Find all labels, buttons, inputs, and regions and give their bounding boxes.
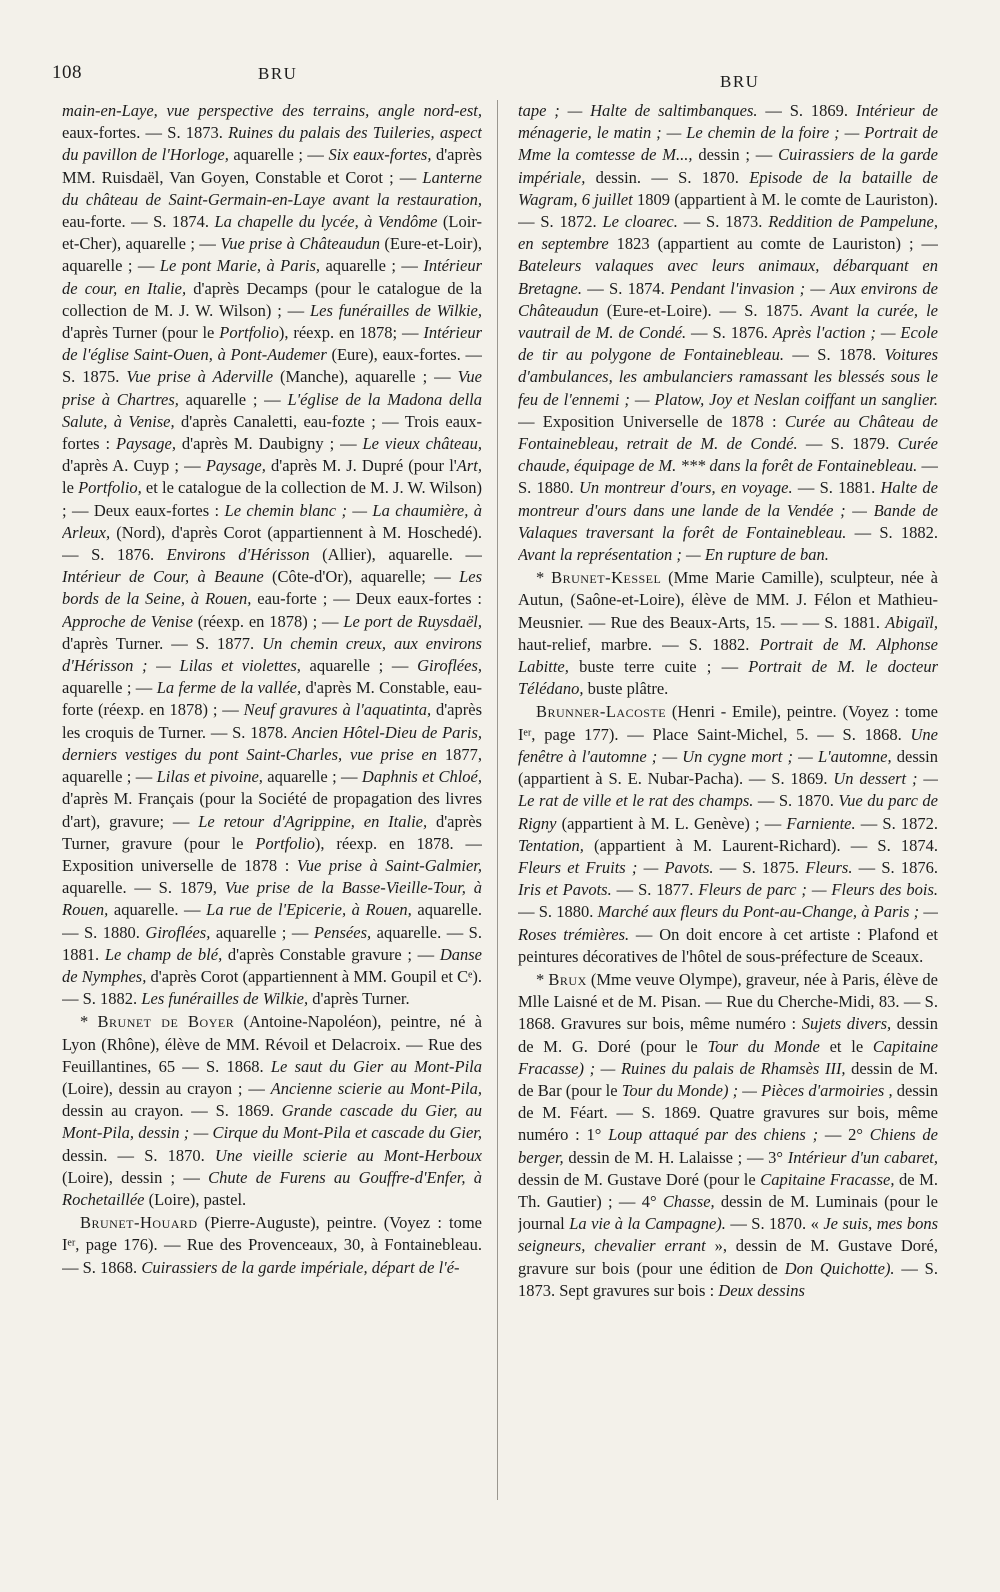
text-run: * — [536, 969, 549, 989]
text-run: d'après M. Constable, eau-forte (réexp. en 1878) ; — — [62, 678, 482, 720]
italic-text: Approche de Venise — [62, 611, 193, 631]
italic-text: La rue de l'Epicerie, à Rouen, — [206, 900, 412, 920]
text-run: aquarelle ; — — [62, 678, 157, 698]
italic-text: Intérieur de ménagerie, le matin ; — Le chemin de la foire ; — Portrait de Mme la comtesse de M..., — [518, 101, 938, 165]
italic-text: Giroflées, — [145, 922, 211, 942]
italic-text: Cuirassiers de la garde impériale, — [518, 145, 938, 187]
text-run: (Henri - Emile), peintre. (Voyez : tome Iᵉʳ, page 177). — Place Saint-Michel, 5. — S. 1868. — [518, 702, 938, 744]
italic-text: Une vieille scierie au Mont-Herboux — [214, 1145, 482, 1165]
text-run: — S. 1873. — [677, 212, 769, 232]
text-run: dessin au crayon. — S. 1869. — [62, 1101, 282, 1121]
text-run: aquarelle ; — — [262, 767, 362, 787]
text-run: dessin de M. Luminais (pour le journal — [518, 1191, 938, 1234]
italic-text: Le cloarec. — [602, 212, 678, 232]
entry-name: Brunet-Kessel — [551, 568, 662, 588]
italic-text: Portrait de M. le docteur Télédano, — [518, 657, 938, 699]
running-head-right: BRU — [720, 72, 760, 91]
italic-text: Abigaïl, — [885, 612, 938, 632]
text-run: — S. 1876. — [686, 323, 773, 343]
paragraph — [62, 1011, 482, 1211]
italic-text: Vue prise à Châteaudun — [220, 234, 380, 254]
italic-text: Curée chaude, équipage de M. *** dans la forêt de Fontainebleau. — [518, 434, 938, 476]
italic-text: Chute de Furens au Gouffre-d'Enfer, à Rochetaillée — [62, 1167, 482, 1209]
page-number: 108 — [52, 62, 82, 83]
italic-text: Je suis, mes bons seigneurs, chevalier errant — [518, 1214, 938, 1256]
italic-text: Vue prise à Saint-Galmier, — [296, 855, 482, 875]
italic-text: Le port de Ruysdaël, — [343, 611, 482, 631]
text-run: * — [536, 568, 552, 588]
italic-text: Un chemin creux, aux environs d'Hérisson ; — Lilas et violettes, — [62, 633, 482, 676]
text-run: (Antoine-Napoléon), peintre, né à Lyon (Rhône), élève de MM. Révoil et Delacroix. — Rue des Feuillantines, 65 — S. 1868. — [62, 1012, 482, 1076]
italic-text: Après l'action ; — Ecole de tir au polygone de Fontainebleau. — [518, 323, 938, 365]
italic-text: Grande cascade du Gier, au Mont-Pila, dessin ; — Cirque du Mont-Pila et cascade du Gier, — [62, 1101, 482, 1143]
italic-text: Bateleurs valaques avec leurs animaux, débarquant en Bretagne. — [518, 256, 938, 298]
italic-text: Fleurs et Fruits ; — Pavots. — [518, 857, 714, 877]
italic-text: Le pont Marie, à Paris, — [159, 256, 321, 276]
text-run: dessin (appartient à S. E. Nubar-Pacha). — S. 1869. — [518, 746, 938, 789]
text-run: buste terre cuite ; — — [568, 657, 749, 677]
italic-text: Portfolio — [219, 323, 279, 343]
text-run: (Eure), eaux-fortes. — S. 1875. — [62, 345, 482, 387]
italic-text: Halte de montreur d'ours dans une lande de la Vendée ; — Bande de Valaques traversant la forêt de Fontainebleau. — [518, 478, 938, 542]
italic-text: Un dessert ; — Le rat de ville et le rat des champs. — [518, 769, 938, 811]
text-run: eau-forte ; — Deux eaux-fortes : — [251, 589, 482, 609]
italic-text: Curée au Château de Fontainebleau, retrait de M. de Condé. — [518, 411, 938, 454]
italic-text: Paysage, — [115, 434, 177, 454]
italic-text: L'église de la Madona della Salute, à Venise, — [62, 389, 482, 431]
text-run: — S. 1872. — [855, 813, 938, 833]
italic-text: Don Quichotte). — [784, 1258, 895, 1278]
text-run: dessin de M. Gustave Doré (pour le — [518, 1169, 761, 1189]
italic-text: Une fenêtre à l'automne ; — Un cygne mort ; — L'automne, — [518, 724, 938, 766]
italic-text: Iris et Pavots. — [518, 880, 612, 900]
column-divider — [497, 100, 498, 1500]
text-run: — S. 1874. — [582, 278, 671, 298]
italic-text: Reddition de Pampelune, en septembre — [518, 212, 938, 254]
text-run: ), réexp. en 1878; — — [278, 323, 424, 343]
text-run: dessin. — S. 1870. — [585, 167, 750, 187]
right-column — [518, 100, 938, 1520]
text-run: aquarelle ; — — [300, 656, 418, 676]
italic-text: Le saut du Gier au Mont-Pila — [270, 1056, 482, 1076]
text-run: — S. 1873. Sept gravures sur bois : — [518, 1258, 938, 1300]
italic-text: Fleurs. — [805, 857, 853, 877]
text-run: 1877, aquarelle ; — — [62, 744, 482, 787]
italic-text: Marché aux fleurs du Pont-au-Change, à Paris ; — Roses trémières. — [518, 902, 938, 944]
text-run: — S. 1869. — [757, 101, 856, 120]
text-run: (Eure-et-Loire). — S. 1875. — [598, 300, 811, 320]
text-run: — 2° — [818, 1125, 870, 1145]
italic-text: Avant la représentation ; — En rupture de ban. — [518, 545, 829, 565]
text-run: — S. 1880. — [518, 902, 598, 922]
italic-text: La chapelle du lycée, à Vendôme — [214, 212, 438, 232]
italic-text: Farniente. — [786, 813, 856, 833]
entry-name: Brunet de Boyer — [97, 1012, 235, 1032]
paragraph — [518, 100, 938, 566]
italic-text: Vue prise à Aderville — [126, 367, 274, 387]
italic-text: La ferme de la vallée, — [156, 678, 302, 698]
italic-text: Voitures d'ambulances, les ambulanciers ramassant les blessés sous le feu de l'ennemi ; — Platow, Joy et Neslan coiffant un sanglier. — [518, 345, 938, 409]
text-run: d'après Constable gravure ; — — [222, 944, 440, 964]
text-run: d'après les croquis de Turner. — S. 1878. — [62, 700, 482, 742]
text-run: d'après Turner, gravure (pour le — [62, 811, 482, 853]
text-run: aquarelle. — — [108, 900, 207, 920]
italic-text: Chasse, — [662, 1191, 715, 1211]
text-run: aquarelle ; — — [178, 389, 288, 409]
italic-text: Ancien Hôtel-Dieu de Paris, derniers vestiges du pont Saint-Charles, vue prise en — [62, 722, 482, 764]
left-column — [62, 100, 482, 1520]
paragraph — [518, 969, 938, 1302]
text-run: d'après Turner. — [308, 989, 410, 1009]
italic-text: Giroflées, — [417, 656, 482, 676]
paragraph — [518, 567, 938, 700]
text-run: (Mme veuve Olympe), graveur, née à Paris, élève de Mlle Laisné et de M. Pisan. — Rue du Cherche-Midi, 83. — S. 1868. Gravures sur bois, même numéro : — [518, 969, 938, 1034]
text-run: (appartient à M. Laurent-Richard). — S. 1874. — [583, 835, 938, 855]
entry-name: Brunet-Houard — [80, 1213, 198, 1233]
text-run: — S. 1870. — [753, 791, 839, 811]
text-run: eau-forte. — S. 1874. — [62, 212, 215, 232]
text-run: d'après A. Cuyp ; — — [62, 456, 206, 476]
text-run: d'après M. J. Dupré (pour l' — [265, 456, 457, 476]
italic-text: Pendant l'invasion ; — Aux environs de Châteaudun — [518, 278, 938, 320]
italic-text: Lanterne du château de Saint-Germain-en-Laye avant la restauration, — [62, 167, 482, 209]
italic-text: Danse de Nymphes, — [62, 944, 482, 986]
text-run: dessin de M. de Bar (pour le — [518, 1058, 938, 1100]
text-run: — S. 1878. — [784, 345, 885, 365]
italic-text: Cuirassiers de la garde impériale, départ de l'é- — [141, 1257, 460, 1277]
italic-text: Avant la curée, le vautrail de M. de Condé. — [518, 300, 938, 343]
text-run: et le — [819, 1036, 873, 1056]
text-run: (Loire), pastel. — [144, 1189, 247, 1209]
italic-text: tape ; — Halte de saltimbanques. — [518, 101, 758, 120]
italic-text: Les bords de la Seine, à Rouen, — [62, 567, 482, 609]
italic-text: Portfolio — [255, 833, 315, 853]
italic-text: Chiens de berger, — [518, 1125, 938, 1167]
italic-text: Daphnis et Chloé, — [361, 767, 482, 787]
text-run: (Loir-et-Cher), aquarelle ; — — [62, 212, 482, 254]
italic-text: Deux dessins — [718, 1280, 805, 1300]
text-run: aquarelle. — S. 1879, — [62, 878, 225, 898]
text-run: (Manche), aquarelle ; — — [273, 367, 458, 387]
text-run: d'après M. Français (pour la Société de propagation des livres d'art), gravure; — — [62, 789, 482, 831]
text-run: — S. 1880. — [518, 456, 938, 498]
text-run: d'après Turner (pour le — [62, 323, 220, 343]
italic-text: Loup attaqué par des chiens ; — [608, 1125, 819, 1145]
italic-text: Le champ de blé, — [104, 944, 223, 964]
text-run: 1823 (appartient au comte de Lauriston) ; — — [608, 234, 938, 254]
text-run: d'après Corot (appartiennent à MM. Goupil et Cᵉ). — S. 1882. — [62, 966, 482, 1009]
text-run: — S. 1877. — [611, 880, 699, 900]
text-run: aquarelle. — S. 1881. — [62, 922, 482, 964]
italic-text: Six eaux-fortes, — [328, 145, 432, 165]
italic-text: Capitaine Fracasse, — [760, 1169, 895, 1189]
italic-text: Vue prise de la Basse-Vieille-Tour, à Rouen, — [62, 878, 482, 920]
text-run: — S. 1882. — [846, 522, 938, 542]
text-run: de M. Th. Gautier) ; — 4° — [518, 1169, 938, 1211]
text-run: (Loire), dessin au crayon ; — — [62, 1078, 271, 1098]
text-run: aquarelle ; — — [210, 922, 314, 942]
text-run: * — [80, 1012, 98, 1032]
italic-text: Fleurs de parc ; — Fleurs des bois. — [698, 880, 938, 900]
text-run: — S. 1870. « — [725, 1214, 824, 1234]
entry-name: Brunner-Lacoste — [536, 702, 667, 722]
italic-text: Tour du Monde) ; — Pièces d'armoiries , — [621, 1080, 893, 1100]
text-run: — S. 1881. — [792, 478, 881, 498]
text-run: aquarelle ; — — [228, 145, 329, 165]
italic-text: Vue prise à Chartres, — [62, 367, 482, 409]
text-run: — S. 1875. — [713, 857, 806, 877]
text-run: (réexp. en 1878) ; — — [192, 611, 344, 631]
text-run: (Mme Marie Camille), sculpteur, née à Autun, (Saône-et-Loire), élève de MM. J. Félon et Mathieu-Meusnier. — Rue des Beaux-Arts, 15. — — S. 1881. — [518, 568, 938, 632]
running-head-left: BRU — [258, 64, 298, 83]
text-run: (Pierre-Auguste), peintre. (Voyez : tome Iᵉʳ, page 176). — Rue des Provenceaux, 30, à Fontainebleau. — S. 1868. — [62, 1213, 482, 1277]
text-run: — S. 1876. — [852, 857, 938, 877]
text-run: — Exposition Universelle de 1878 : — [518, 411, 785, 431]
italic-text: Le retour d'Agrippine, en Italie, — [198, 811, 428, 831]
italic-text: Intérieur de l'église Saint-Ouen, à Pont-Audemer — [62, 323, 482, 365]
italic-text: Tentation, — [518, 835, 584, 855]
text-run: (Eure-et-Loir), aquarelle ; — — [62, 234, 482, 276]
text-run: eaux-fortes. — S. 1873. — [62, 123, 229, 143]
italic-text: Paysage, — [205, 456, 266, 476]
text-run: haut-relief, marbre. — S. 1882. — [518, 634, 760, 654]
text-run: ), réexp. en 1878. — Exposition universelle de 1878 : — [62, 833, 482, 875]
italic-text: Les funérailles de Wilkie, — [309, 300, 482, 320]
italic-text: Intérieur de cour, en Italie, — [62, 256, 482, 298]
italic-text: Art, — [456, 456, 482, 476]
italic-text: Portfolio, — [78, 478, 142, 498]
text-run: — S. 1879. — [797, 434, 898, 454]
text-run: (Côte-d'Or), aquarelle; — — [263, 567, 460, 587]
text-run: d'après MM. Ruisdaël, Van Goyen, Constable et Corot ; — — [62, 145, 482, 187]
entry-name: Brux — [548, 969, 587, 989]
text-run: 1809 (appartient à M. le comte de Lauriston). — S. 1872. — [518, 189, 938, 232]
text-run: d'après Canaletti, eau-fozte ; — Trois eaux-fortes : — [62, 411, 482, 454]
text-run: aquarelle ; — — [320, 256, 424, 276]
text-run: d'après Turner. — S. 1877. — [62, 633, 263, 653]
text-run: d'après M. Daubigny ; — — [176, 434, 363, 454]
italic-text: Portrait de M. Alphonse Labitte, — [518, 634, 938, 677]
italic-text: Les funérailles de Wilkie, — [141, 989, 309, 1009]
italic-text: Pensées, — [313, 922, 372, 942]
text-run: buste plâtre. — [583, 679, 669, 699]
italic-text: Vue du parc de Rigny — [518, 791, 938, 833]
text-run: », dessin de M. Gustave Doré, gravure sur bois (pour une édition de — [518, 1236, 938, 1278]
italic-text: main-en-Laye, vue perspective des terrains, angle nord-est, — [62, 101, 482, 120]
text-run: dessin de M. Féart. — S. 1869. Quatre gravures sur bois, même numéro : 1° — [518, 1080, 938, 1145]
italic-text: Un montreur d'ours, en voyage. — [578, 478, 793, 498]
italic-text: Neuf gravures à l'aquatinta, — [243, 700, 432, 720]
text-run: (Nord), d'après Corot (appartiennent à M. Hoschedé). — S. 1876. — [62, 522, 482, 565]
text-run: et le catalogue de la collection de M. J. W. Wilson) ; — Deux eaux-fortes : — [62, 478, 482, 520]
italic-text: Le chemin blanc ; — La chaumière, à Arleux, — [62, 500, 482, 542]
italic-text: Episode de la bataille de Wagram, 6 juillet — [518, 167, 938, 209]
italic-text: Ancienne scierie au Mont-Pila, — [270, 1078, 482, 1098]
italic-text: Environs d'Hérisson — [166, 545, 310, 565]
text-run: (appartient à M. L. Genève) ; — — [556, 813, 787, 833]
text-run: aquarelle. — S. 1880. — [62, 900, 482, 942]
italic-text: La vie à la Campagne). — [569, 1214, 726, 1234]
text-run: dessin de M. H. Lalaisse ; — 3° — [563, 1147, 788, 1167]
italic-text: Lilas et pivoine, — [156, 767, 263, 787]
italic-text: Capitaine Fracasse) ; — Ruines du palais de Rhamsès III, — [518, 1036, 938, 1078]
text-run: dessin. — S. 1870. — [62, 1145, 215, 1165]
italic-text: Intérieur d'un cabaret, — [787, 1147, 938, 1167]
italic-text: Le vieux château, — [362, 434, 482, 454]
paragraph — [62, 100, 482, 1010]
italic-text: Intérieur de Cour, à Beaune — [62, 567, 264, 587]
italic-text: Ruines du palais des Tuileries, aspect du pavillon de l'Horloge, — [62, 123, 482, 165]
italic-text: Tour du Monde — [707, 1036, 820, 1056]
italic-text: Sujets divers, — [801, 1014, 892, 1034]
text-run: (Loire), dessin ; — — [62, 1167, 209, 1187]
text-run: (Allier), aquarelle. — — [309, 545, 482, 565]
text-run: d'après Decamps (pour le catalogue de la collection de M. J. W. Wilson) ; — — [62, 278, 482, 320]
text-run: le — [62, 478, 79, 498]
paragraph — [518, 701, 938, 967]
paragraph — [62, 1212, 482, 1279]
text-run: dessin ; — — [692, 145, 779, 165]
text-run: dessin de M. G. Doré (pour le — [518, 1014, 938, 1056]
text-run: — On doit encore à cet artiste : Plafond et peintures décoratives de l'hôtel de sous-préfecture de Sceaux. — [518, 924, 938, 966]
